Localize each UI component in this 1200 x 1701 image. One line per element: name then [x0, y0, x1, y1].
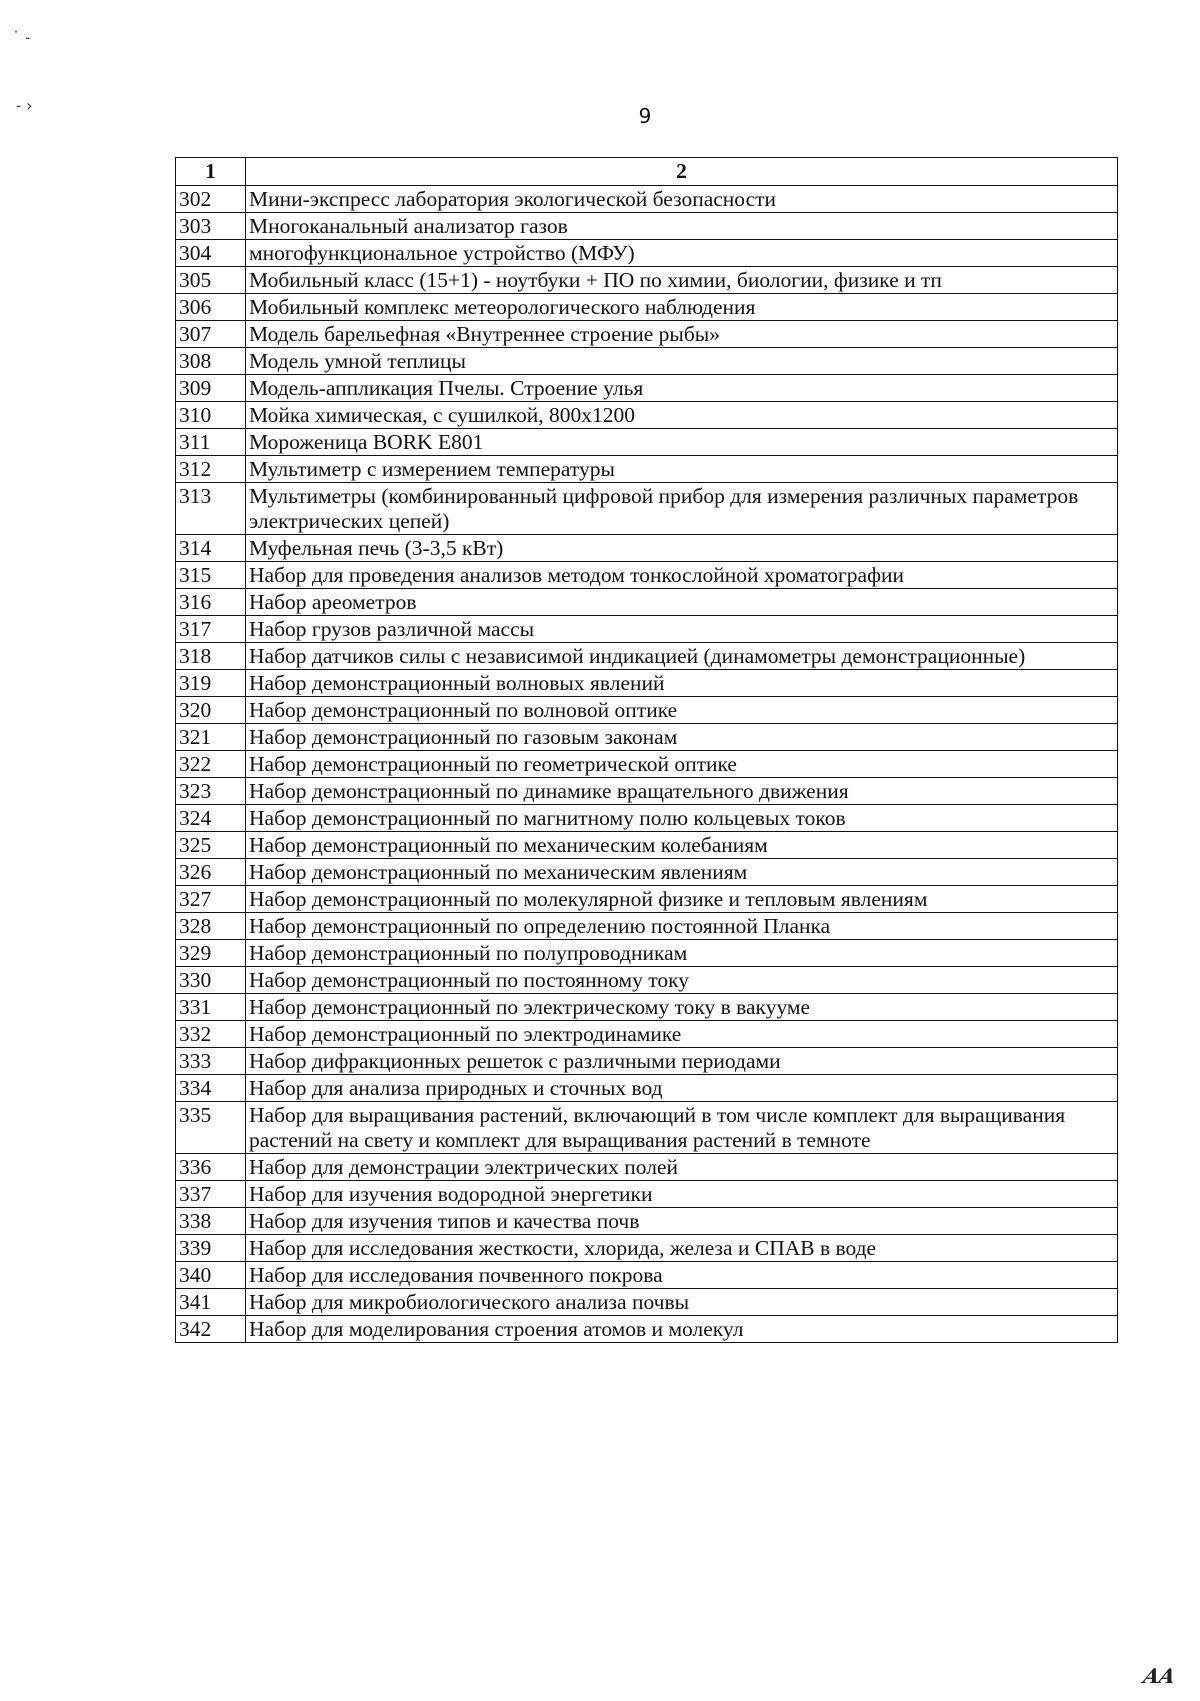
row-item-name: Набор демонстрационный по молекулярной физике и тепловым явлениям	[246, 886, 1118, 913]
row-item-name: Набор демонстрационный по определению постоянной Планка	[246, 913, 1118, 940]
row-number: 307	[176, 321, 246, 348]
table-row	[176, 1154, 1118, 1181]
row-number: 318	[176, 643, 246, 670]
row-number: 310	[176, 402, 246, 429]
row-number: 319	[176, 670, 246, 697]
row-item-name: Набор для изучения типов и качества почв	[246, 1208, 1118, 1235]
table-body	[176, 186, 1118, 1343]
row-item-name: Набор для исследования жесткости, хлорида, железа и СПАВ в воде	[246, 1235, 1118, 1262]
row-item-name: многофункциональное устройство (МФУ)	[246, 240, 1118, 267]
row-number: 304	[176, 240, 246, 267]
row-item-name: Набор для моделирования строения атомов и молекул	[246, 1316, 1118, 1343]
row-number: 335	[176, 1102, 246, 1154]
table-row	[176, 913, 1118, 940]
table-row	[176, 1075, 1118, 1102]
row-number: 334	[176, 1075, 246, 1102]
table-row	[176, 240, 1118, 267]
table-row	[176, 616, 1118, 643]
table-row	[176, 994, 1118, 1021]
row-item-name: Набор демонстрационный по электродинамике	[246, 1021, 1118, 1048]
table-row	[176, 186, 1118, 213]
table-row	[176, 643, 1118, 670]
row-number: 303	[176, 213, 246, 240]
table-row	[176, 751, 1118, 778]
row-number: 325	[176, 832, 246, 859]
scan-artifact-mark: ˗ ›	[16, 96, 33, 115]
column-header-number: 1	[176, 158, 246, 186]
table-row	[176, 1316, 1118, 1343]
row-item-name: Мороженица BORK E801	[246, 429, 1118, 456]
table-row	[176, 1102, 1118, 1154]
row-item-name: Набор для выращивания растений, включающий в том числе комплект для выращивания растений на свету и комплект для выращивания растений в темноте	[246, 1102, 1118, 1154]
table-row	[176, 886, 1118, 913]
row-number: 336	[176, 1154, 246, 1181]
row-item-name: Муфельная печь (3-3,5 кВт)	[246, 535, 1118, 562]
row-item-name: Набор демонстрационный по электрическому току в вакууме	[246, 994, 1118, 1021]
row-number: 311	[176, 429, 246, 456]
row-number: 309	[176, 375, 246, 402]
table-row	[176, 267, 1118, 294]
row-number: 314	[176, 535, 246, 562]
table-row	[176, 402, 1118, 429]
row-number: 305	[176, 267, 246, 294]
row-item-name: Мультиметры (комбинированный цифровой прибор для измерения различных параметров электрических цепей)	[246, 483, 1118, 535]
table-row	[176, 562, 1118, 589]
row-item-name: Набор для проведения анализов методом тонкослойной хроматографии	[246, 562, 1118, 589]
row-number: 341	[176, 1289, 246, 1316]
row-number: 312	[176, 456, 246, 483]
table-row	[176, 1289, 1118, 1316]
table-row	[176, 1048, 1118, 1075]
table-row	[176, 1021, 1118, 1048]
table-row	[176, 859, 1118, 886]
row-item-name: Многоканальный анализатор газов	[246, 213, 1118, 240]
row-item-name: Набор ареометров	[246, 589, 1118, 616]
row-number: 323	[176, 778, 246, 805]
row-number: 339	[176, 1235, 246, 1262]
table-row	[176, 535, 1118, 562]
row-item-name: Набор демонстрационный по полупроводникам	[246, 940, 1118, 967]
table-row	[176, 697, 1118, 724]
table-row	[176, 429, 1118, 456]
row-item-name: Набор демонстрационный по постоянному току	[246, 967, 1118, 994]
row-item-name: Набор демонстрационный по механическим явлениям	[246, 859, 1118, 886]
table-row	[176, 213, 1118, 240]
row-item-name: Мойка химическая, с сушилкой, 800х1200	[246, 402, 1118, 429]
row-number: 330	[176, 967, 246, 994]
row-item-name: Мультиметр с измерением температуры	[246, 456, 1118, 483]
table-row	[176, 805, 1118, 832]
row-item-name: Набор демонстрационный волновых явлений	[246, 670, 1118, 697]
equipment-table	[175, 157, 1118, 1343]
row-item-name: Набор демонстрационный по механическим колебаниям	[246, 832, 1118, 859]
row-number: 331	[176, 994, 246, 1021]
row-item-name: Набор грузов различной массы	[246, 616, 1118, 643]
column-header-name: 2	[246, 158, 1118, 186]
row-number: 327	[176, 886, 246, 913]
table-row	[176, 483, 1118, 535]
table-row	[176, 1181, 1118, 1208]
table-header-row	[176, 158, 1118, 186]
row-number: 329	[176, 940, 246, 967]
row-item-name: Мобильный комплекс метеорологического наблюдения	[246, 294, 1118, 321]
row-item-name: Набор демонстрационный по волновой оптике	[246, 697, 1118, 724]
scan-artifact-mark: ˙ ˗	[12, 28, 31, 47]
row-item-name: Мини-экспресс лаборатория экологической безопасности	[246, 186, 1118, 213]
table-row	[176, 967, 1118, 994]
row-item-name: Набор демонстрационный по динамике вращательного движения	[246, 778, 1118, 805]
row-number: 324	[176, 805, 246, 832]
table-row	[176, 1208, 1118, 1235]
row-item-name: Набор для исследования почвенного покрова	[246, 1262, 1118, 1289]
table-row	[176, 940, 1118, 967]
table-row	[176, 348, 1118, 375]
row-number: 328	[176, 913, 246, 940]
row-item-name: Мобильный класс (15+1) - ноутбуки + ПО по химии, биологии, физике и тп	[246, 267, 1118, 294]
row-item-name: Набор демонстрационный по магнитному полю кольцевых токов	[246, 805, 1118, 832]
row-number: 333	[176, 1048, 246, 1075]
row-item-name: Набор датчиков силы с независимой индикацией (динамометры демонстрационные)	[246, 643, 1118, 670]
row-number: 340	[176, 1262, 246, 1289]
row-number: 313	[176, 483, 246, 535]
row-item-name: Набор для микробиологического анализа почвы	[246, 1289, 1118, 1316]
row-item-name: Набор дифракционных решеток с различными периодами	[246, 1048, 1118, 1075]
table-row	[176, 589, 1118, 616]
row-number: 326	[176, 859, 246, 886]
table-row	[176, 832, 1118, 859]
row-number: 308	[176, 348, 246, 375]
page-number: 9	[638, 104, 652, 128]
table-row	[176, 294, 1118, 321]
row-number: 337	[176, 1181, 246, 1208]
table-row	[176, 456, 1118, 483]
row-number: 317	[176, 616, 246, 643]
row-number: 306	[176, 294, 246, 321]
row-number: 338	[176, 1208, 246, 1235]
table-row	[176, 1262, 1118, 1289]
row-number: 315	[176, 562, 246, 589]
row-item-name: Набор для демонстрации электрических полей	[246, 1154, 1118, 1181]
row-item-name: Модель умной теплицы	[246, 348, 1118, 375]
table-row	[176, 778, 1118, 805]
row-number: 342	[176, 1316, 246, 1343]
table-row	[176, 670, 1118, 697]
table-row	[176, 724, 1118, 751]
row-number: 302	[176, 186, 246, 213]
table-row	[176, 321, 1118, 348]
row-item-name: Модель-аппликация Пчелы. Строение улья	[246, 375, 1118, 402]
row-item-name: Набор демонстрационный по геометрической оптике	[246, 751, 1118, 778]
handwritten-initials: AA	[1141, 1664, 1178, 1688]
row-item-name: Набор демонстрационный по газовым законам	[246, 724, 1118, 751]
row-item-name: Набор для изучения водородной энергетики	[246, 1181, 1118, 1208]
row-number: 321	[176, 724, 246, 751]
table-row	[176, 375, 1118, 402]
row-number: 320	[176, 697, 246, 724]
row-number: 322	[176, 751, 246, 778]
row-item-name: Набор для анализа природных и сточных вод	[246, 1075, 1118, 1102]
row-number: 316	[176, 589, 246, 616]
row-item-name: Модель барельефная «Внутреннее строение рыбы»	[246, 321, 1118, 348]
row-number: 332	[176, 1021, 246, 1048]
table-row	[176, 1235, 1118, 1262]
